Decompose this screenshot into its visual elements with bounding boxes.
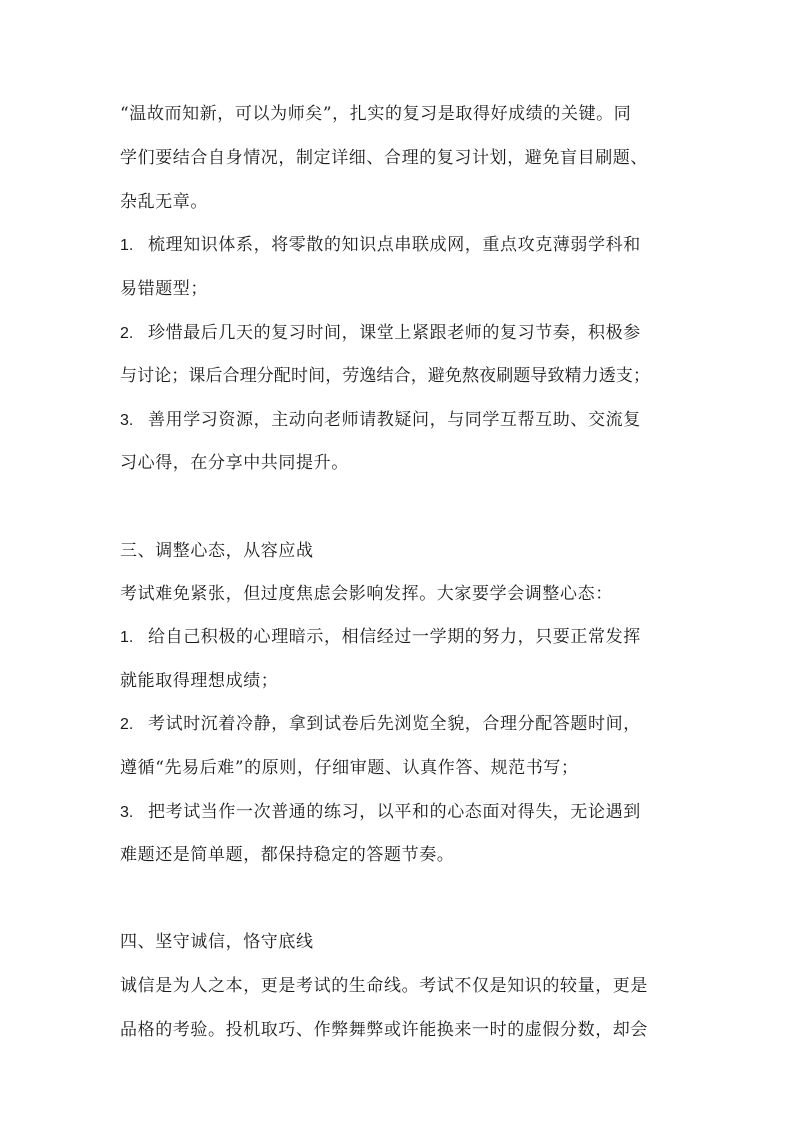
intro-line-3: 杂乱无章。	[120, 192, 208, 212]
item-text: 梳理知识体系，将零散的知识点串联成网，重点攻克薄弱学科和	[148, 235, 641, 255]
item-number: 2.	[120, 325, 134, 342]
review-item-2	[120, 321, 680, 346]
section-3-item-3-cont: 难题还是简单题，都保持稳定的答题节奏。	[120, 845, 455, 865]
section-4-line-1: 诚信是为人之本，更是考试的生命线。考试不仅是知识的较量，更是	[120, 976, 648, 996]
review-item-1	[120, 233, 680, 258]
section-3-item-1-cont: 就能取得理想成绩；	[120, 671, 279, 691]
item-number: 2.	[120, 716, 134, 733]
section-3-intro: 考试难免紧张，但过度焦虑会影响发挥。大家要学会调整心态：	[120, 584, 613, 604]
review-item-3-cont: 习心得，在分享中共同提升。	[120, 453, 349, 473]
item-text: 给自己积极的心理暗示，相信经过一学期的努力，只要正常发挥	[148, 627, 641, 647]
section-3-item-2	[120, 712, 680, 737]
section-3-item-2-cont: 遵循“先易后难”的原则，仔细审题、认真作答、规范书写；	[120, 758, 579, 778]
item-text: 考试时沉着冷静，拿到试卷后先浏览全貌，合理分配答题时间，	[148, 714, 641, 734]
item-text: 善用学习资源，主动向老师请教疑问，与同学互帮互助、交流复	[148, 410, 641, 430]
item-number: 3.	[120, 804, 134, 821]
section-4-heading: 四、坚守诚信，恪守底线	[120, 932, 314, 952]
section-3-heading: 三、调整心态，从容应战	[120, 541, 314, 561]
intro-line-1: “温故而知新，可以为师矣”，扎实的复习是取得好成绩的关键。同	[120, 104, 632, 124]
section-3-item-3	[120, 800, 680, 825]
item-number: 1.	[120, 629, 134, 646]
item-number: 3.	[120, 412, 134, 429]
item-number: 1.	[120, 237, 134, 254]
section-4-line-2: 品格的考验。投机取巧、作弊舞弊或许能换来一时的虚假分数，却会	[120, 1020, 648, 1040]
review-item-1-cont: 易错题型；	[120, 279, 208, 299]
item-text: 把考试当作一次普通的练习，以平和的心态面对得失，无论遇到	[148, 802, 641, 822]
item-text: 珍惜最后几天的复习时间，课堂上紧跟老师的复习节奏，积极参	[148, 323, 641, 343]
section-3-item-1	[120, 625, 680, 650]
review-item-3	[120, 408, 680, 433]
intro-line-2: 学们要结合自身情况，制定详细、合理的复习计划，避免盲目刷题、	[120, 148, 648, 168]
review-item-2-cont: 与讨论；课后合理分配时间，劳逸结合，避免熬夜刷题导致精力透支；	[120, 366, 651, 386]
